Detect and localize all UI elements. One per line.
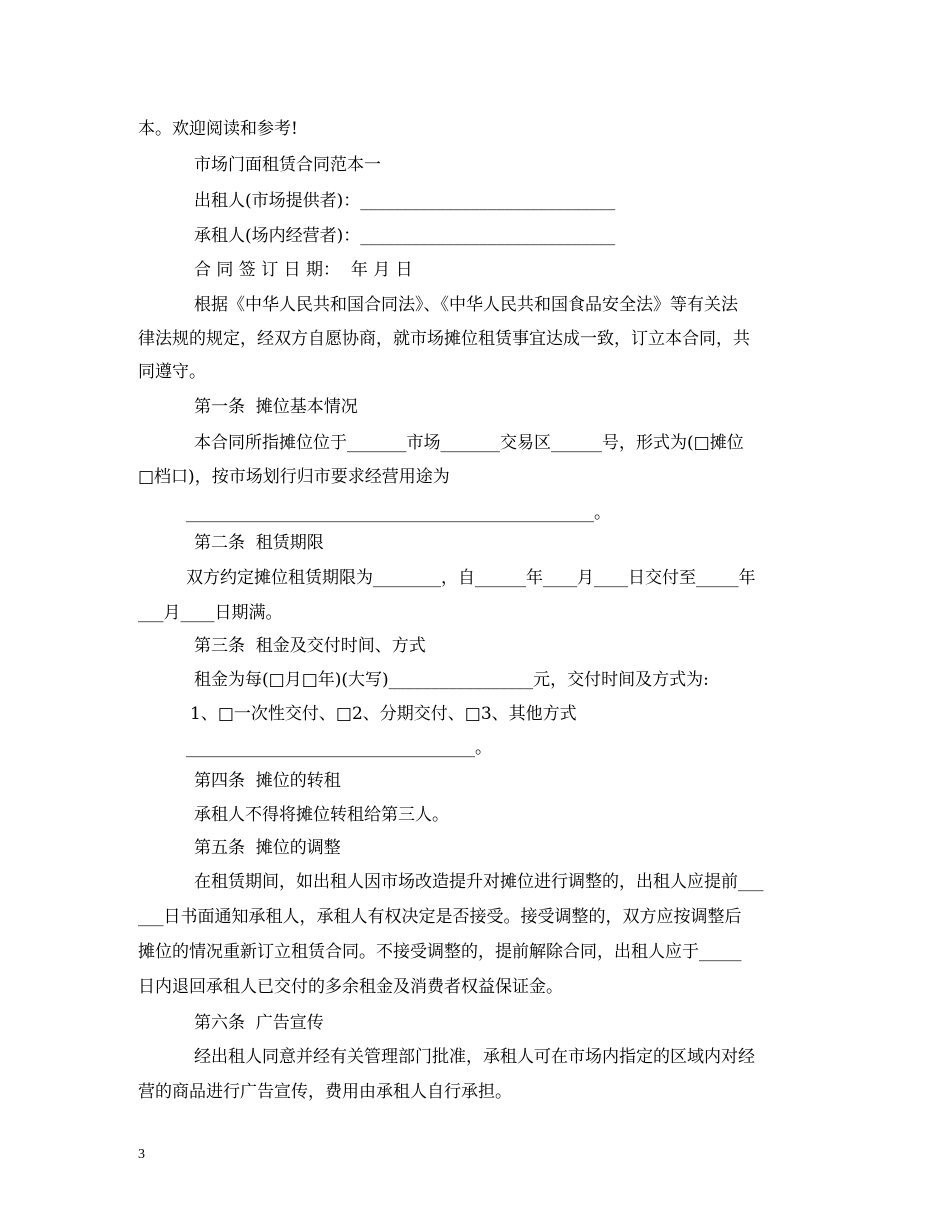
text-line: 1、□一次性交付、□2、分期交付、□3、其他方式 xyxy=(190,704,577,724)
text-line: 承租人不得将摊位转租给第三人。 xyxy=(194,805,449,825)
text-line: 根据《中华人民共和国合同法》、《中华人民共和国食品安全法》等有关法 xyxy=(194,295,738,315)
text-line: 营的商品进行广告宣传，费用由承租人自行承担。 xyxy=(138,1082,512,1102)
text-line: 经出租人同意并经有关管理部门批准，承租人可在市场内指定的区域内对经 xyxy=(194,1047,755,1067)
text-line: □档口)，按市场划行归市要求经营用途为 xyxy=(138,467,450,487)
page-number: 3 xyxy=(138,1147,145,1162)
article-4-heading: 第四条 摊位的转租 xyxy=(194,771,341,791)
article-6-heading: 第六条 广告宣传 xyxy=(194,1013,324,1033)
text-line: 双方约定摊位租赁期限为________，自______年____月____日交付至_____年 xyxy=(186,568,756,588)
text-line: 在租赁期间，如出租人因市场改造提升对摊位进行调整的，出租人应提前___ xyxy=(194,872,764,892)
article-3-heading: 第三条 租金及交付时间、方式 xyxy=(194,636,426,656)
sign-date-field: 合 同 签 订 日 期： 年 月 日 xyxy=(194,260,413,280)
text-line: ___日书面通知承租人，承租人有权决定是否接受。接受调整的，双方应按调整后 xyxy=(138,907,742,927)
text-line: 日内退回承租人已交付的多余租金及消费者权益保证金。 xyxy=(138,977,563,997)
article-1-heading: 第一条 摊位基本情况 xyxy=(194,397,358,417)
article-5-heading: 第五条 摊位的调整 xyxy=(194,838,341,858)
text-line: 本合同所指摊位位于_______市场_______交易区______号，形式为(□摊位 xyxy=(194,433,744,453)
text-line: __________________________________。 xyxy=(186,738,492,758)
text-line: ________________________________________________。 xyxy=(186,503,611,523)
text-line: 同遵守。 xyxy=(138,362,206,382)
lessor-field: 出租人(市场提供者)：______________________________ xyxy=(194,191,616,211)
text-line: 本。欢迎阅读和参考! xyxy=(138,119,298,139)
text-line: 摊位的情况重新订立租赁合同。不接受调整的，提前解除合同，出租人应于_____ xyxy=(138,942,742,962)
heading-contract-template: 市场门面租赁合同范本一 xyxy=(194,155,381,175)
text-line: ___月____日期满。 xyxy=(138,603,283,623)
text-line: 律法规的规定，经双方自愿协商，就市场摊位租赁事宜达成一致，订立本合同，共 xyxy=(138,329,750,349)
lessee-field: 承租人(场内经营者)：______________________________ xyxy=(194,226,616,246)
text-line: 租金为每(□月□年)(大写)_________________元，交付时间及方式为: xyxy=(194,670,709,690)
article-2-heading: 第二条 租赁期限 xyxy=(194,533,324,553)
